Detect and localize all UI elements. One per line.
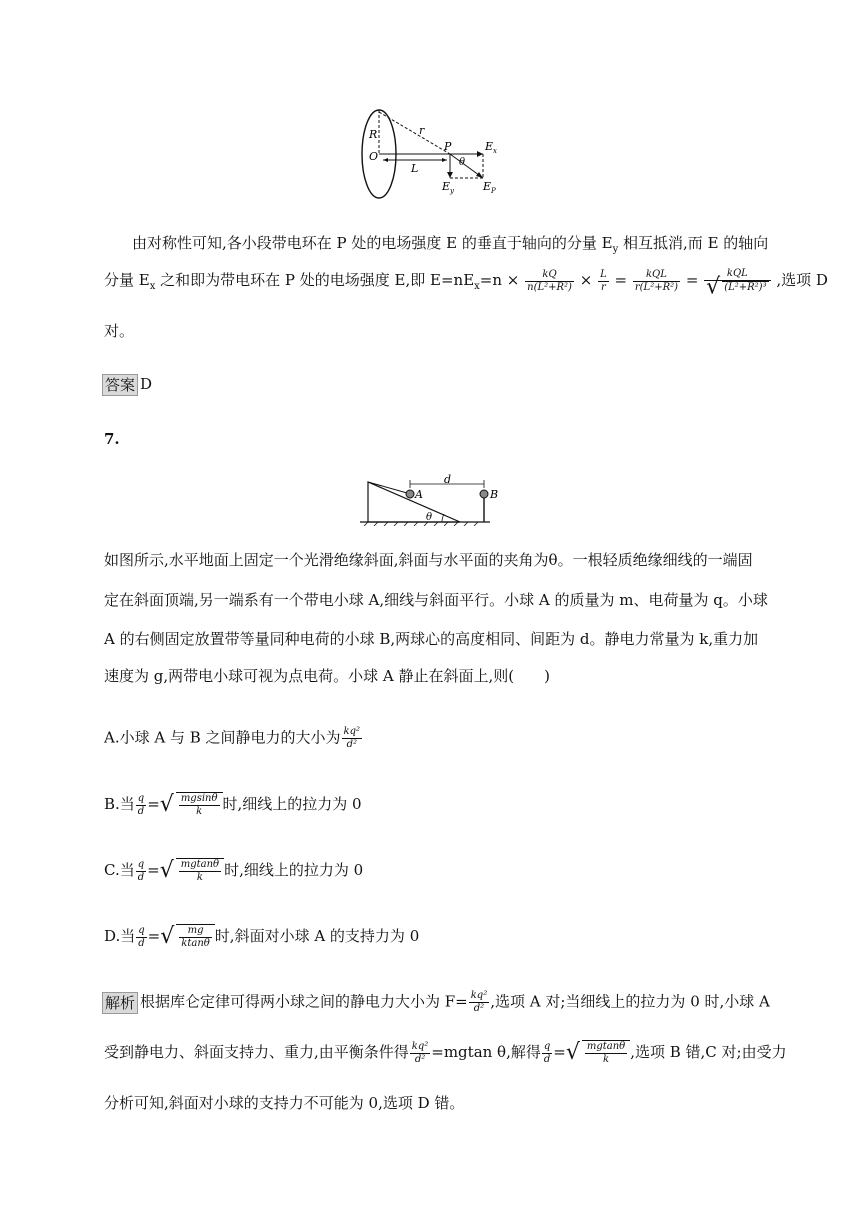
option-b[interactable]: B.当 $\frac{q}{d}$ =√ $\frac{mgsin\theta}{k}$ 时,细线上的拉力为 0 xyxy=(104,792,362,817)
fraction: $\frac{q}{d}$ xyxy=(137,858,145,883)
analysis-line2: 受到静电力、斜面支持力、重力,由平衡条件得 $\frac{\text{kq²}}{\text{d²}}$ =mgtan θ,解得 $\frac{q}{d}$ =√ $\frac{mgtan\theta}{k}$ ,选项 B 错,C 对;由受力 xyxy=(104,1040,787,1065)
label-EP-sub: P xyxy=(491,187,496,195)
label-R: R xyxy=(369,128,378,141)
fraction: $\frac{\text{kq²}}{\text{d²}}$ xyxy=(343,726,361,750)
incline-figure xyxy=(360,474,500,526)
question-number: 7. xyxy=(104,430,120,448)
fraction: $\frac{mgsin\theta}{k}$ xyxy=(180,793,218,817)
fraction: $\frac{mgtan\theta}{k}$ xyxy=(586,1041,626,1065)
label-Ey-sub: y xyxy=(450,187,454,195)
label-A: A xyxy=(415,488,423,501)
fraction: $\frac{q}{d}$ xyxy=(138,924,145,949)
ring-field-figure xyxy=(355,108,515,200)
label-O: O xyxy=(369,150,379,163)
answer-value: D xyxy=(140,375,153,393)
question-stem-line1: 如图所示,水平地面上固定一个光滑绝缘斜面,斜面与水平面的夹角为θ。一根轻质绝缘细线的一端固 xyxy=(104,551,753,569)
label-L: L xyxy=(411,162,419,175)
fraction: $\frac{mgtan\theta}{k}$ xyxy=(180,859,220,883)
label-Ex: E xyxy=(485,140,494,153)
option-d[interactable]: D.当 $\frac{q}{d}$ =√ $\frac{mg}{ktan\theta}$ 时,斜面对小球 A 的支持力为 0 xyxy=(104,924,420,949)
option-c[interactable]: C.当 $\frac{q}{d}$ =√ $\frac{mgtan\theta}{k}$ 时,细线上的拉力为 0 xyxy=(104,858,364,883)
label-P: P xyxy=(444,140,452,153)
fraction: $\frac{\text{kq²}}{\text{d²}}$ xyxy=(470,990,488,1014)
label-theta: θ xyxy=(426,512,433,523)
question-stem-line3: A 的右侧固定放置带等量同种电荷的小球 B,两球心的高度相同、间距为 d。静电力常量为 k,重力加 xyxy=(104,630,759,648)
analysis-line3: 分析可知,斜面对小球的支持力不可能为 0,选项 D 错。 xyxy=(104,1094,465,1112)
label-d: d xyxy=(444,474,452,486)
solution6-line3: 对。 xyxy=(104,322,135,340)
solution6-line1: 由对称性可知,各小段带电环在 P 处的电场强度 E 的垂直于轴向的分量 $E_y$ 相互抵消,而 E 的轴向 xyxy=(132,234,769,255)
fraction: $\frac{mg}{ktan\theta}$ xyxy=(181,925,210,949)
label-r: r xyxy=(419,124,425,137)
label-B: B xyxy=(490,488,499,501)
solution6-line2: 分量 $E_x$ 之和即为带电环在 P 处的电场强度 E,即 $E=nE_x=n$ × $\frac{kQ}{\text{n(L²+R²)}}$ × $\frac{L}{r}$ = $\frac{\text{kQL}}{\text{r(L²+R²)}}$ = $\frac{\text{kQL}}{\text{√ (L²+R²)³}}$ ,选项 D xyxy=(104,268,828,300)
fraction: $\frac{\text{kQL}}{\text{r(L²+R²)}}$ xyxy=(634,268,679,293)
fraction: $\frac{L}{r}$ xyxy=(600,268,607,293)
answer-tag: 答案 xyxy=(102,374,138,396)
fraction: $\frac{kQ}{\text{n(L²+R²)}}$ xyxy=(527,268,572,293)
label-Ey: E xyxy=(442,180,451,193)
question-stem-line4: 速度为 g,两带电小球可视为点电荷。小球 A 静止在斜面上,则( ) xyxy=(104,667,550,685)
fraction: $\frac{\text{kQL}}{\text{√ (L²+R²)³}}$ xyxy=(704,268,770,294)
fraction: $\frac{\text{kq²}}{\text{d²}}$ xyxy=(411,1040,429,1065)
option-a[interactable]: A.小球 A 与 B 之间静电力的大小为 $\frac{\text{kq²}}{\text{d²}}$ xyxy=(104,726,361,750)
question-stem-line2: 定在斜面顶端,另一端系有一个带电小球 A,细线与斜面平行。小球 A 的质量为 m、电荷量为 q。小球 xyxy=(104,591,768,609)
analysis-line1: 根据库仑定律可得两小球之间的静电力大小为 F= $\frac{\text{kq²}}{\text{d²}}$ ,选项 A 对;当细线上的拉力为 0 时,小球 A xyxy=(140,990,770,1014)
label-Ex-sub: x xyxy=(493,147,497,155)
label-EP: E xyxy=(483,180,492,193)
analysis-tag: 解析 xyxy=(102,992,138,1014)
label-theta: θ xyxy=(459,157,466,168)
fraction: $\frac{q}{d}$ xyxy=(543,1040,551,1065)
fraction: $\frac{q}{d}$ xyxy=(137,792,145,817)
